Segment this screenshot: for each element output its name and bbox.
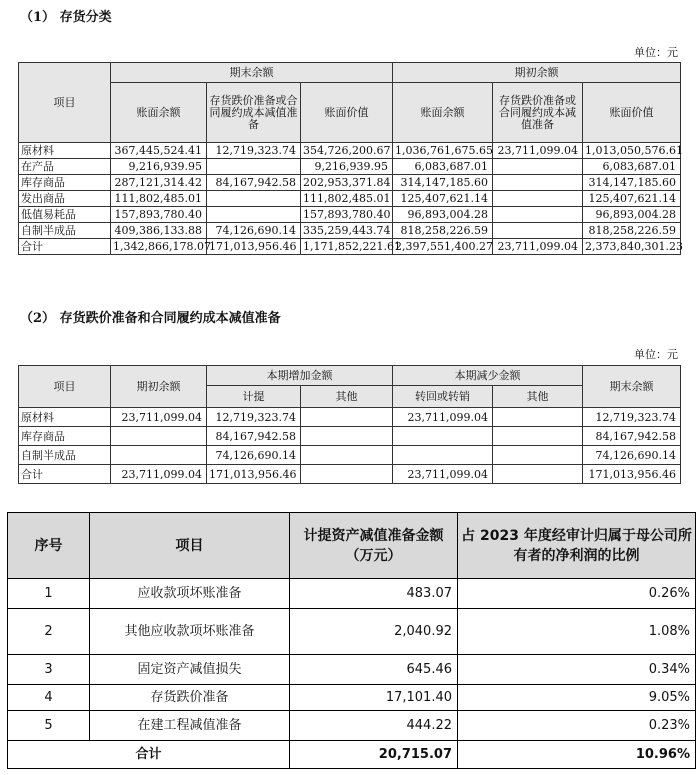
- header-decrease: 本期减少金额: [393, 366, 583, 386]
- closing-balance: 1,342,866,178.07: [111, 239, 207, 255]
- header-other-increase: 其他: [301, 386, 393, 408]
- row-name: 原材料: [19, 143, 111, 159]
- opening-balance: 96,893,004.28: [393, 207, 493, 223]
- header-closing: 期末余额: [583, 366, 681, 408]
- table-row: [19, 143, 681, 159]
- opening-balance: 1,036,761,675.65: [393, 143, 493, 159]
- closing-amount: 84,167,942.58: [583, 427, 681, 446]
- opening-value: 6,083,687.01: [583, 159, 681, 175]
- section2-title: （2） 存货跌价准备和合同履约成本减值准备: [20, 311, 281, 326]
- row-ratio: 0.34%: [458, 655, 696, 685]
- table-row: [19, 446, 681, 465]
- closing-balance: 111,802,485.01: [111, 191, 207, 207]
- row-amount: 2,040.92: [290, 609, 458, 655]
- table-row: [19, 427, 681, 446]
- row-name: 低值易耗品: [19, 207, 111, 223]
- row-amount: 17,101.40: [290, 685, 458, 711]
- total-amount: 20,715.07: [290, 741, 458, 769]
- opening-value: 96,893,004.28: [583, 207, 681, 223]
- opening-amount: 23,711,099.04: [111, 408, 207, 427]
- section1-unit: 单位：元: [634, 46, 678, 59]
- row-no: 3: [8, 655, 90, 685]
- table-row: [19, 408, 681, 427]
- accrual-amount: 74,126,690.14: [207, 446, 301, 465]
- header-accrual: 计提: [207, 386, 301, 408]
- row-item: 其他应收款项坏账准备: [90, 609, 290, 655]
- header-item: 项目: [19, 366, 111, 408]
- table-row: [8, 655, 696, 685]
- closing-provision: 74,126,690.14: [207, 223, 301, 239]
- row-no: 2: [8, 609, 90, 655]
- other-decrease-amount: [493, 408, 583, 427]
- table-row: [8, 711, 696, 741]
- row-name: 库存商品: [19, 175, 111, 191]
- closing-value: 1,171,852,221.61: [301, 239, 393, 255]
- other-decrease-amount: [493, 465, 583, 484]
- header-opening-value: 账面价值: [583, 83, 681, 143]
- total-label: 合计: [8, 741, 290, 769]
- total-row: [19, 465, 681, 484]
- opening-provision: 23,711,099.04: [493, 239, 583, 255]
- opening-provision: [493, 175, 583, 191]
- opening-balance: 2,397,551,400.27: [393, 239, 493, 255]
- opening-amount: [111, 427, 207, 446]
- total-row: [19, 239, 681, 255]
- opening-balance: 125,407,621.14: [393, 191, 493, 207]
- header-opening: 期初余额: [393, 63, 681, 83]
- table-row: [8, 685, 696, 711]
- opening-balance: 818,258,226.59: [393, 223, 493, 239]
- impairment-summary-table: [7, 512, 696, 769]
- row-name: 自制半成品: [19, 223, 111, 239]
- closing-balance: 157,893,780.40: [111, 207, 207, 223]
- row-no: 5: [8, 711, 90, 741]
- row-ratio: 1.08%: [458, 609, 696, 655]
- opening-balance: 314,147,185.60: [393, 175, 493, 191]
- header-opening: 期初余额: [111, 366, 207, 408]
- closing-amount: 74,126,690.14: [583, 446, 681, 465]
- closing-balance: 287,121,314.42: [111, 175, 207, 191]
- table-row: [8, 579, 696, 609]
- other-increase-amount: [301, 446, 393, 465]
- other-increase-amount: [301, 427, 393, 446]
- row-name: 发出商品: [19, 191, 111, 207]
- closing-value: 9,216,939.95: [301, 159, 393, 175]
- closing-value: 354,726,200.67: [301, 143, 393, 159]
- other-decrease-amount: [493, 446, 583, 465]
- header-other-decrease: 其他: [493, 386, 583, 408]
- row-no: 1: [8, 579, 90, 609]
- row-item: 在建工程减值准备: [90, 711, 290, 741]
- opening-provision: [493, 223, 583, 239]
- row-ratio: 0.26%: [458, 579, 696, 609]
- row-name: 合计: [19, 465, 111, 484]
- opening-amount: 23,711,099.04: [111, 465, 207, 484]
- header-closing: 期末余额: [111, 63, 393, 83]
- header-increase: 本期增加金额: [207, 366, 393, 386]
- reversal-amount: [393, 446, 493, 465]
- closing-amount: 12,719,323.74: [583, 408, 681, 427]
- closing-amount: 171,013,956.46: [583, 465, 681, 484]
- header-item: 项目: [90, 513, 290, 579]
- row-name: 自制半成品: [19, 446, 111, 465]
- closing-provision: 12,719,323.74: [207, 143, 301, 159]
- header-ratio: 占 2023 年度经审计归属于母公司所有者的净利润的比例: [458, 513, 696, 579]
- table-row: [19, 175, 681, 191]
- section1-title: （1） 存货分类: [20, 10, 112, 25]
- opening-balance: 6,083,687.01: [393, 159, 493, 175]
- closing-provision: [207, 207, 301, 223]
- header-closing-balance: 账面余额: [111, 83, 207, 143]
- row-item: 应收款项坏账准备: [90, 579, 290, 609]
- row-item: 存货跌价准备: [90, 685, 290, 711]
- closing-provision: 171,013,956.46: [207, 239, 301, 255]
- table-row: [19, 191, 681, 207]
- closing-balance: 409,386,133.88: [111, 223, 207, 239]
- opening-provision: 23,711,099.04: [493, 143, 583, 159]
- closing-value: 111,802,485.01: [301, 191, 393, 207]
- opening-value: 818,258,226.59: [583, 223, 681, 239]
- row-name: 合计: [19, 239, 111, 255]
- reversal-amount: 23,711,099.04: [393, 465, 493, 484]
- header-item: 项目: [19, 63, 111, 143]
- closing-value: 335,259,443.74: [301, 223, 393, 239]
- closing-balance: 367,445,524.41: [111, 143, 207, 159]
- opening-amount: [111, 446, 207, 465]
- accrual-amount: 84,167,942.58: [207, 427, 301, 446]
- opening-value: 1,013,050,576.61: [583, 143, 681, 159]
- header-opening-provision: 存货跌价准备或合同履约成本减值准备: [493, 83, 583, 143]
- section2-unit: 单位：元: [634, 348, 678, 361]
- total-row: [8, 741, 696, 769]
- opening-value: 125,407,621.14: [583, 191, 681, 207]
- other-increase-amount: [301, 465, 393, 484]
- opening-provision: [493, 207, 583, 223]
- closing-balance: 9,216,939.95: [111, 159, 207, 175]
- provision-table: [18, 365, 681, 484]
- closing-provision: 84,167,942.58: [207, 175, 301, 191]
- row-amount: 645.46: [290, 655, 458, 685]
- row-no: 4: [8, 685, 90, 711]
- closing-provision: [207, 191, 301, 207]
- row-item: 固定资产减值损失: [90, 655, 290, 685]
- table-row: [19, 159, 681, 175]
- other-decrease-amount: [493, 427, 583, 446]
- row-amount: 444.22: [290, 711, 458, 741]
- reversal-amount: 23,711,099.04: [393, 408, 493, 427]
- row-name: 在产品: [19, 159, 111, 175]
- inventory-classification-table: [18, 62, 681, 255]
- row-name: 原材料: [19, 408, 111, 427]
- opening-provision: [493, 191, 583, 207]
- closing-value: 157,893,780.40: [301, 207, 393, 223]
- table-row: [19, 207, 681, 223]
- row-name: 库存商品: [19, 427, 111, 446]
- header-closing-provision: 存货跌价准备或合同履约成本减值准备: [207, 83, 301, 143]
- table-row: [8, 609, 696, 655]
- row-amount: 483.07: [290, 579, 458, 609]
- accrual-amount: 171,013,956.46: [207, 465, 301, 484]
- row-ratio: 0.23%: [458, 711, 696, 741]
- header-opening-balance: 账面余额: [393, 83, 493, 143]
- header-amount: 计提资产减值准备金额（万元）: [290, 513, 458, 579]
- header-closing-value: 账面价值: [301, 83, 393, 143]
- reversal-amount: [393, 427, 493, 446]
- closing-value: 202,953,371.84: [301, 175, 393, 191]
- header-reversal: 转回或转销: [393, 386, 493, 408]
- opening-provision: [493, 159, 583, 175]
- opening-value: 2,373,840,301.23: [583, 239, 681, 255]
- total-ratio: 10.96%: [458, 741, 696, 769]
- closing-provision: [207, 159, 301, 175]
- other-increase-amount: [301, 408, 393, 427]
- opening-value: 314,147,185.60: [583, 175, 681, 191]
- accrual-amount: 12,719,323.74: [207, 408, 301, 427]
- row-ratio: 9.05%: [458, 685, 696, 711]
- header-no: 序号: [8, 513, 90, 579]
- table-row: [19, 223, 681, 239]
